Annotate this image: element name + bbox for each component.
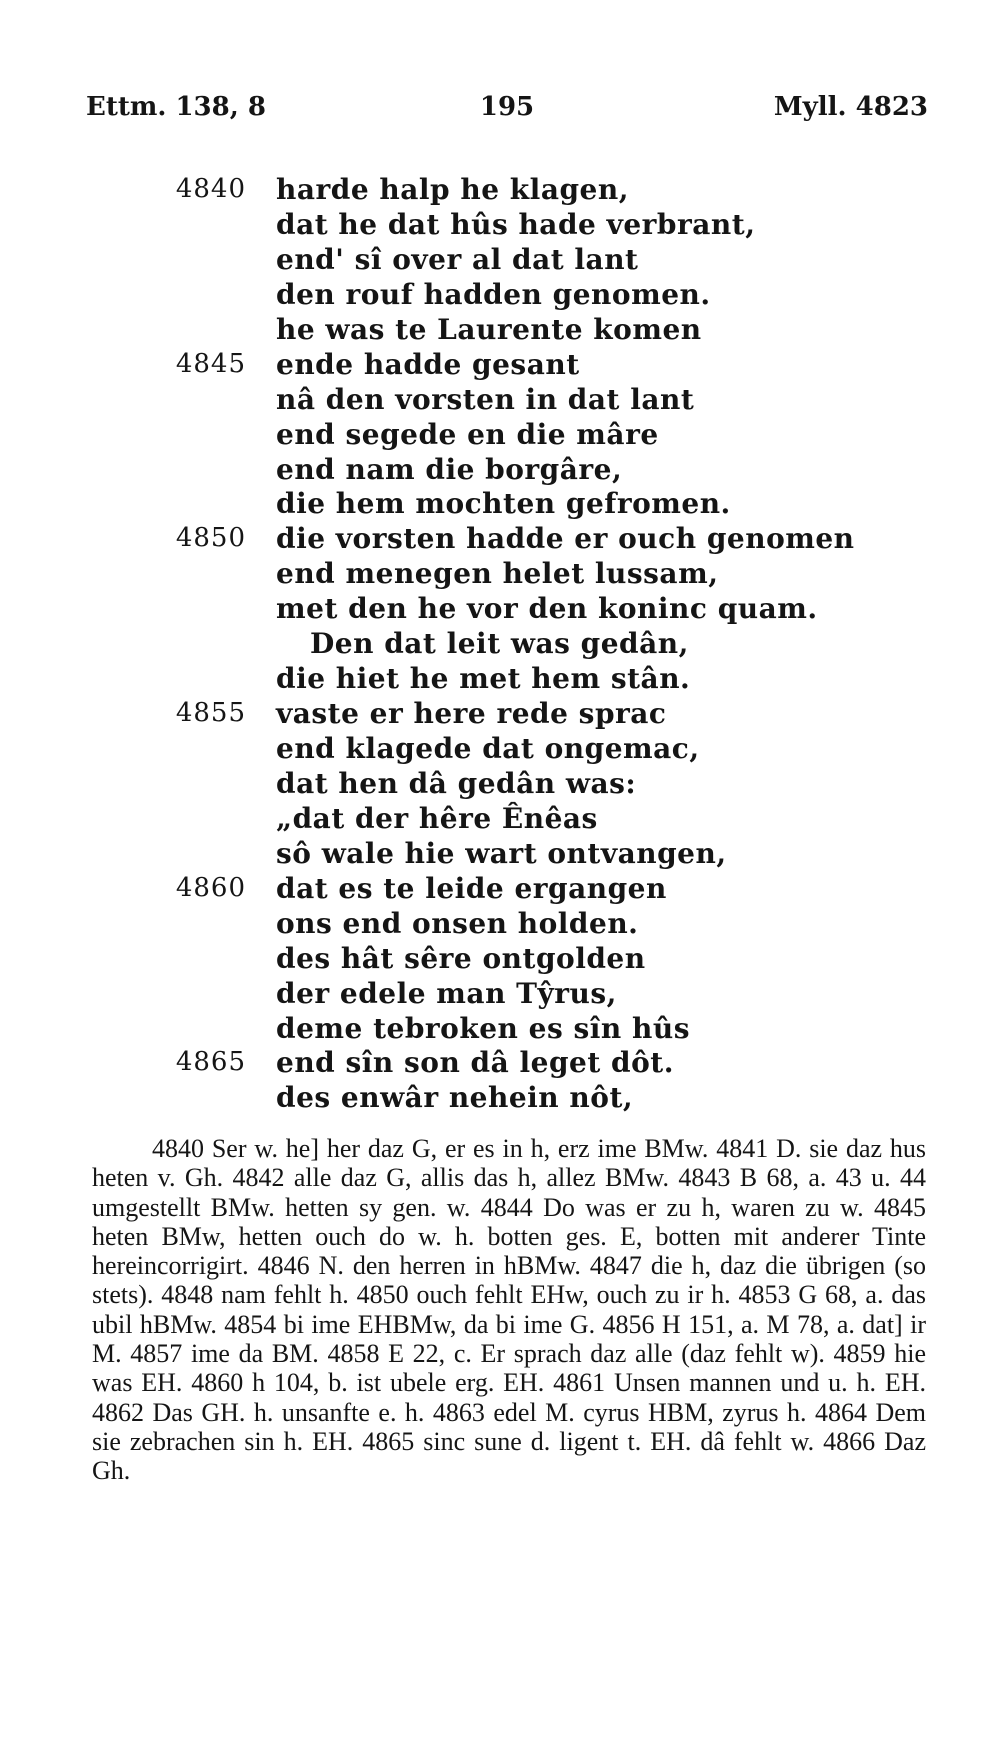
- verse-number: 4845: [175, 348, 246, 379]
- verse-line: [0, 976, 1000, 1011]
- verse-line: [0, 1080, 1000, 1115]
- verse-text: vaste er here rede sprac: [276, 697, 667, 731]
- verse-text: ons end onsen holden.: [276, 906, 639, 940]
- verse-text: dat es te leide ergangen: [276, 871, 667, 905]
- verse-text: end sîn son dâ leget dôt.: [276, 1046, 674, 1080]
- verse-text: harde halp he klagen,: [276, 173, 629, 206]
- verse-text: end menegen helet lussam,: [276, 557, 719, 591]
- verse-line: [0, 207, 1000, 242]
- verse-text: he was te Laurente komen: [276, 312, 702, 346]
- verse-text: dat he dat hûs hade verbrant,: [276, 207, 756, 241]
- verse-text: des hât sêre ontgolden: [276, 941, 646, 975]
- verse-text: die hem mochten gefromen.: [276, 487, 731, 521]
- critical-apparatus: [92, 1134, 926, 1515]
- verse-text: deme tebroken es sîn hûs: [276, 1011, 690, 1045]
- verse-text: des enwâr nehein nôt,: [276, 1081, 634, 1115]
- verse-line: [0, 871, 1000, 906]
- verse-line: [0, 766, 1000, 801]
- verse-line: [0, 626, 1000, 661]
- verse-line: [0, 347, 1000, 382]
- verse-number: 4850: [175, 523, 246, 554]
- verse-number: 4855: [175, 698, 246, 729]
- verse-line: [0, 242, 1000, 277]
- verse-line: [0, 731, 1000, 766]
- verse-line: [0, 1011, 1000, 1046]
- verse-text: Den dat leit was gedân,: [310, 627, 689, 661]
- verse-text: end klagede dat ongemac,: [276, 732, 700, 765]
- verse-text: die hiet he met hem stân.: [276, 662, 691, 696]
- verse-line: [0, 1045, 1000, 1080]
- verse-line: [0, 417, 1000, 452]
- verse-text: dat hen dâ gedân was:: [276, 766, 637, 800]
- verse-number: 4840: [175, 174, 246, 204]
- verse-line: [0, 941, 1000, 976]
- verse-line: [0, 696, 1000, 731]
- verse-text: ende hadde gesant: [276, 347, 580, 381]
- verse-line: [0, 452, 1000, 487]
- verse-text: die vorsten hadde er ouch genomen: [276, 522, 855, 556]
- verse-line: [0, 277, 1000, 312]
- verse-line: [0, 906, 1000, 941]
- verse-text: end' sî over al dat lant: [276, 242, 639, 276]
- header-left-reference: Ettm. 138, 8: [86, 92, 266, 122]
- apparatus-text: 4840 Ser w. he] her daz G, er es in h, erz ime BMw. 4841 D. sie daz hus heten v. Gh. 4842 alle daz G, allis das h, allez BMw. 4843 B 68, a. 43 u. 44 umgestellt BMw. hetten sy gen. w. 4844 Do was er zu h, waren zu w. 4845 heten BMw, hetten ouch do w. h. botten ges. E, botten mit anderer Tinte hereincorrigirt. 4846 N. den herren in hBMw. 4847 die h, daz die übrigen (so stets). 4848 nam fehlt h. 4850 ouch fehlt EHw, ouch zu ir h. 4853 G 68, a. das ubil hBMw. 4854 bi ime EHBMw, da bi ime G. 4856 H 151, a. M 78, a. dat] ir M. 4857 ime da BM. 4858 E 22, c. Er sprach daz alle (daz fehlt w). 4859 hie was EH. 4860 h 104, b. ist ubele erg. EH. 4861 Unsen mannen und u. h. EH. 4862 Das GH. h. unsanfte e. h. 4863 edel M. cyrus HBM, zyrus h. 4864 Dem sie zebrachen sin h. EH. 4865 sinc sune d. ligent t. EH. dâ fehlt w. 4866 Daz Gh.: [92, 1134, 926, 1486]
- verse-text: end segede en die mâre: [276, 417, 659, 451]
- header-right-reference: Myll. 4823: [773, 92, 928, 122]
- verse-text: end nam die borgâre,: [276, 452, 623, 486]
- verse-line: [0, 661, 1000, 696]
- verse-block: [0, 172, 1000, 1115]
- verse-number: 4865: [175, 1047, 246, 1078]
- verse-text: „dat der hêre Ênêas: [276, 801, 598, 835]
- verse-line: [0, 801, 1000, 836]
- verse-text: sô wale hie wart ontvangen,: [276, 836, 727, 870]
- page-number: 195: [479, 92, 535, 122]
- verse-text: den rouf hadden genomen.: [276, 277, 711, 311]
- verse-text: nâ den vorsten in dat lant: [276, 382, 695, 416]
- verse-line: [0, 172, 1000, 207]
- verse-line: [0, 836, 1000, 871]
- verse-text: der edele man Tŷrus,: [276, 976, 617, 1010]
- verse-line: [0, 556, 1000, 591]
- verse-text: met den he vor den koninc quam.: [276, 592, 818, 626]
- verse-number: 4860: [175, 872, 246, 903]
- verse-line: [0, 486, 1000, 521]
- running-head: [86, 92, 928, 132]
- verse-line: [0, 591, 1000, 626]
- verse-line: [0, 382, 1000, 417]
- verse-line: [0, 521, 1000, 556]
- verse-line: [0, 312, 1000, 347]
